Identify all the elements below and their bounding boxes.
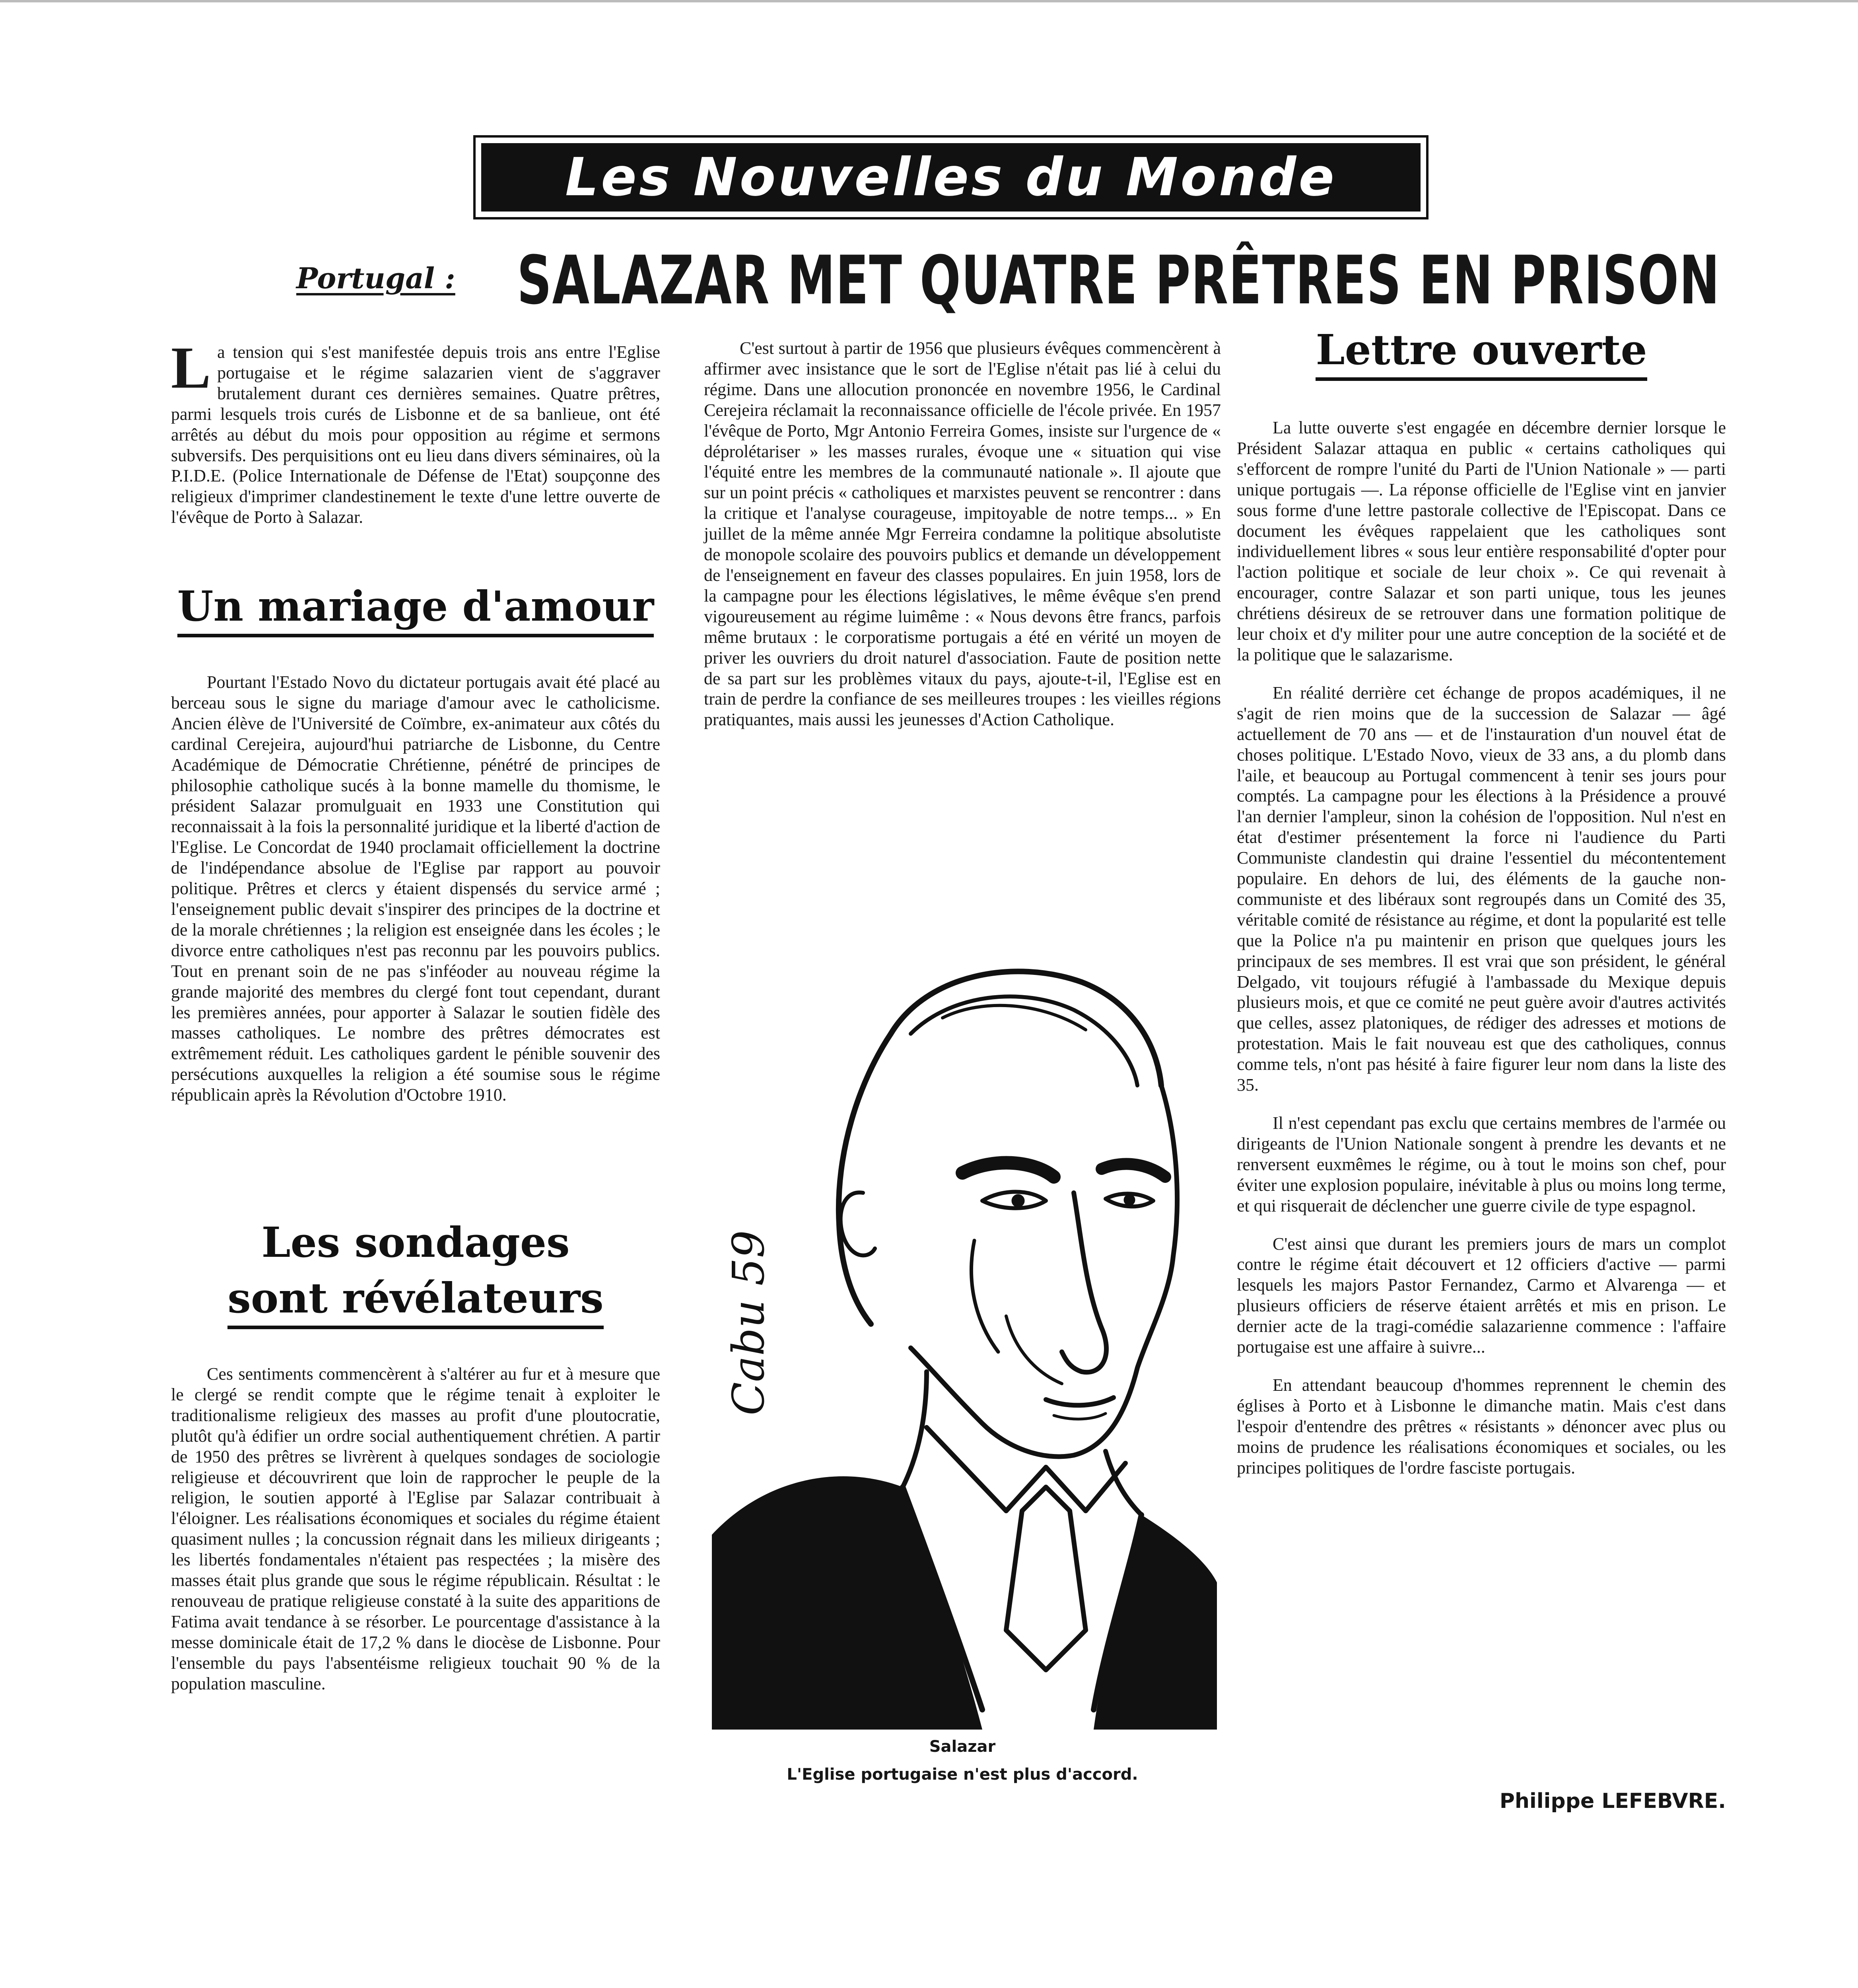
lettre-paragraph-2: En réalité derrière cet échange de propos académiques, il ne s'agit de rien moins que de la succession de Salazar — âgé actuellement de 70 ans — et de l'instauration d'un nouvel état de choses politique. L'Estado Novo, vieux de 33 ans, a du plomb dans l'aile, et beaucoup au Portugal commencent à tenir ses jours pour comptés. La campagne pour les élections à la Présidence a prouvé l'an dernier l'ampleur, sinon la cohésion de l'opposition. Nul n'est en état d'estimer présentement la force ni l'audience du Parti Communiste clandestin qui draine l'essentiel du mécontentement populaire. En dehors de lui, des éléments de la gauche non-communiste et des libéraux sont regroupés dans un Comité des 35, véritable comité de résistance au régime, et dont la popularité est telle que la Police n'a pu maintenir en prison que quelques jours les principaux de ses membres. Il est vrai que son président, le général Delgado, vit toujours réfugié à l'ambassade du Mexique depuis plusieurs mois, et que ce comité ne peut guère avoir d'autres activités que celles, assez platoniques, de rédiger des adresses et motions de protestation. Mais le fait nouveau est que des catholiques, connus comme tels, n'ont pas hésité à faire figurer leur nom dans la liste des 35. — [1237, 683, 1726, 1095]
section-sondages-body — [171, 1364, 660, 1712]
subhead-lettre-text: Lettre ouverte — [1316, 325, 1647, 381]
subhead-sondages-line2: sont révélateurs — [227, 1274, 603, 1329]
intro-paragraph — [171, 335, 660, 528]
section-sondages-paragraph: Ces sentiments commencèrent à s'altérer au fur et à mesure que le clergé se rendit compte que le régime tenait à exploiter le traditionalisme religieux des masses au profit d'une ploutocratie, plutôt qu'à édifier un ordre social authentiquement chrétien. A partir de 1950 des prêtres se livrèrent à quelques sondages de sociologie religieuse et découvrirent que loin de rapprocher le peuple de la religion, le soutien apporté à l'Eglise par Salazar contribuait à l'éloigner. Les réalisations économiques et sociales du régime étaient quasiment nulles ; la concussion régnait dans les milieux dirigeants ; les libertés fondamentales n'étaient pas respectées ; la misère des masses était plus grande que sous le régime républicain. Résultat : le renouveau de pratique religieuse constaté à la suite des apparitions de Fatima avait tendance à se résorber. Le pourcentage d'assistance à la messe dominicale était de 17,2 % dans le diocèse de Lisbonne. Pour l'ensemble du pays l'absentéisme religieux touchait 90 % de la population masculine. — [171, 1364, 660, 1693]
section-lettre-body — [1237, 417, 1726, 1496]
headline: SALAZAR MET QUATRE PRÊTRES EN PRISON — [517, 241, 1720, 319]
masthead-banner — [473, 135, 1428, 219]
subhead-lettre — [1237, 322, 1726, 378]
caption-text: L'Eglise portugaise n'est plus d'accord. — [787, 1765, 1138, 1784]
section-mariage-body — [171, 672, 660, 1123]
lettre-paragraph-5: En attendant beaucoup d'hommes reprennent le chemin des églises à Porto et à Lisbonne le dimanche matin. Mais c'est dans l'espoir d'entendre des prêtres « résistants » dénoncer avec plus ou moins de prudence les réalisations économiques et sociales, ou les principes politiques de l'ordre fasciste portugais. — [1237, 1375, 1726, 1477]
country-kicker: Portugal : — [296, 261, 455, 295]
section-mariage-paragraph: Pourtant l'Estado Novo du dictateur portugais avait été placé au berceau sous le signe du mariage d'amour avec le catholicisme. Ancien élève de l'Université de Coïmbre, ex-animateur aux côtés du cardinal Cerejeira, aujourd'hui patriarche de Lisbonne, du Centre Académique de Démocratie Chrétienne, pénétré de principes de philosophie catholique sucés à la bonne mamelle du thomisme, le président Salazar promulguait en 1933 une Constitution qui reconnaissait à la fois la personnalité juridique et la liberté d'action de l'Eglise. Le Concordat de 1940 proclamait officiellement la doctrine de l'indépendance absolue de l'Eglise par rapport au pouvoir politique. Prêtres et clercs y étaient dispensés du service armé ; l'enseignement public devait s'inspirer des principes de la doctrine et de la morale chrétiennes ; la religion est enseignée dans les écoles ; le divorce entre catholiques n'est pas reconnu par les pouvoirs publics. Tout en prenant soin de ne pas s'inféoder au nouveau régime la grande majorité des membres du clergé font tout cependant, durant les premières années, pour apporter à Salazar le soutien fidèle des masses catholiques. Le nombre des prêtres démocrates est extrêmement réduit. Les catholiques gardent le pénible souvenir des persécutions auxquelles la religion a été soumise sous le régime républicain après la Révolution d'Octobre 1910. — [171, 672, 660, 1105]
drop-cap: L — [171, 335, 211, 401]
scan-edge-line — [0, 0, 1858, 2]
subhead-sondages — [171, 1215, 660, 1326]
middle-paragraph: C'est surtout à partir de 1956 que plusieurs évêques commencèrent à affirmer avec insistance que le sort de l'Eglise n'était pas lié à celui du régime. Dans une allocution prononcée en novembre 1956, le Cardinal Cerejeira réclamait la reconnaissance officielle de l'école privée. En 1957 l'évêque de Porto, Mgr Antonio Ferreira Gomes, insiste sur l'urgence de « déprolétariser » les masses rurales, évoque une « situation qui vise l'équité entre les membres de la communauté nationale ». Il ajoute que sur un point précis « catholiques et marxistes peuvent se rencontrer : dans la critique et l'analyse courageuse, impitoyable de notre temps... » En juillet de la même année Mgr Ferreira condamne la politique absolutiste de monopole scolaire des pouvoirs publics et demande un développement de l'enseignement en faveur des classes populaires. En juin 1958, lors de la campagne pour les élections législatives, le même évêque s'en prend vigoureusement au régime luimême : « Nous devons être francs, parfois même brutaux : le corporatisme portugais a été en vérité un moyen de priver les ouvriers du droit naturel d'association. Faute de position nette de sa part sur les problèmes vitaux du pays, ajoute-t-il, l'Eglise est en train de perdre la confiance de ses meilleures troupes : les vieilles régions pratiquantes, mais aussi les jeunesses d'Action Catholique. — [704, 338, 1221, 730]
intro-paragraph-block — [171, 335, 660, 545]
caricature-signature: Cabu 59 — [723, 1230, 774, 1415]
subhead-sondages-line1: Les sondages — [261, 1218, 570, 1267]
masthead-title: Les Nouvelles du Monde — [565, 147, 1337, 208]
caption-name: Salazar — [929, 1738, 996, 1756]
lettre-paragraph-4: C'est ainsi que durant les premiers jours de mars un complot contre le régime était découvert et 12 officiers d'active — parmi lesquels les majors Pastor Fernandez, Carmo et Alvarenga — et plusieurs officiers de réserve étaient arrêtés et mis en prison. Le dernier acte de la tragi-comédie salazarienne commence : l'affaire portugaise est une affaire à suivre... — [1237, 1234, 1726, 1357]
subhead-mariage-text: Un mariage d'amour — [177, 582, 654, 637]
salazar-caricature-illustration — [704, 914, 1221, 1730]
byline: Philippe LEFEBVRE. — [1499, 1789, 1726, 1813]
lettre-paragraph-3: Il n'est cependant pas exclu que certains membres de l'armée ou dirigeants de l'Union Nationale songent à prendre les devants et ne renversent euxmêmes le régime, ou à tout le moins son chef, pour éviter une explosion populaire, inévitable à plus ou moins long terme, et qui risquerait de déclencher une guerre civile de type espagnol. — [1237, 1113, 1726, 1215]
intro-text: a tension qui s'est manifestée depuis trois ans entre l'Eglise portugaise et le régime salazarien vient de s'aggraver brutalement durant ces dernières semaines. Quatre prêtres, parmi lesquels trois curés de Lisbonne et de sa banlieue, ont été arrêtés au début du mois pour opposition au régime et sermons subversifs. Des perquisitions ont eu lieu dans divers séminaires, où la P.I.D.E. (Police Internationale de Défense de l'Etat) soupçonne des religieux d'imprimer clandestinement le texte d'une lettre ouverte de l'évêque de Porto à Salazar. — [171, 342, 660, 527]
lettre-paragraph-1: La lutte ouverte s'est engagée en décembre dernier lorsque le Président Salazar attaqua en public « certains catholiques qui s'efforcent de rompre l'unité du Parti de l'Union Nationale » — parti unique portugais —. La réponse officielle de l'Eglise vint en janvier sous forme d'une lettre pastorale collective de l'Episcopat. Dans ce document les évêques rappelaient que les catholiques sont individuellement libres « sous leur entière responsabilité d'opter pour l'action politique et sociale de leur choix ». Ce qui revenait à encourager, contre Salazar et son parti unique, tous les jeunes chrétiens désireux de se retrouver dans une formation politique de leur choix et d'y militer pour une autre conception de la société et de la politique que le salazarisme. — [1237, 418, 1726, 664]
subhead-mariage — [171, 579, 660, 634]
middle-column-body — [704, 338, 1221, 747]
